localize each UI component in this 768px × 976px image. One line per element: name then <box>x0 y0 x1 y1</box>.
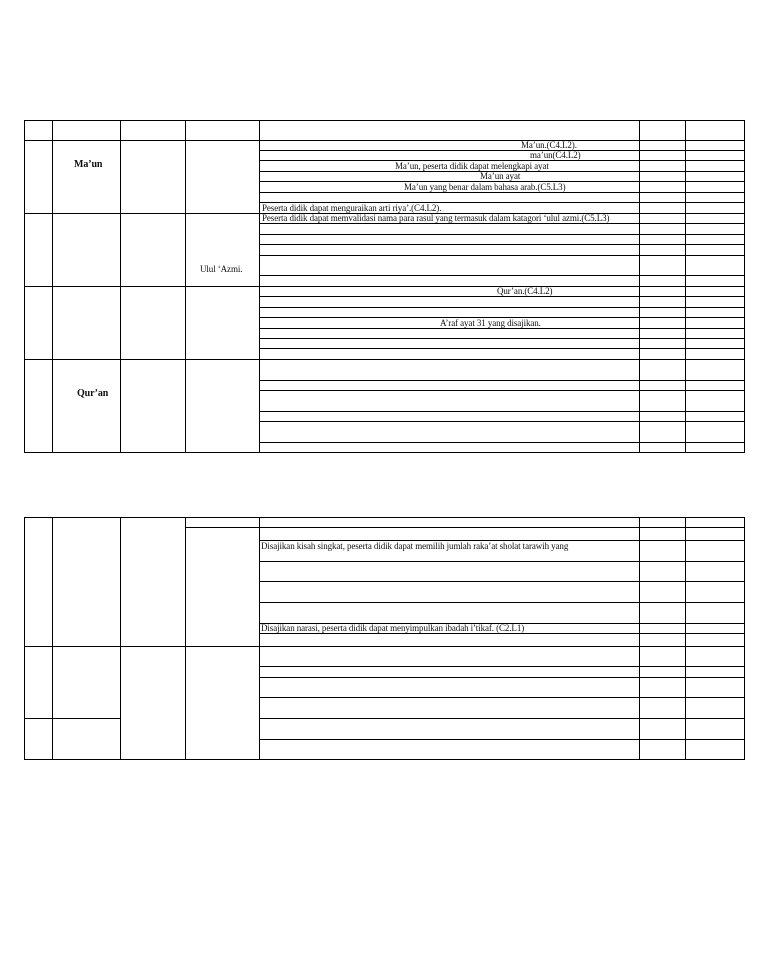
table-row-line <box>24 359 745 360</box>
indicator-text: Peserta didik dapat memvalidasi nama para rasul yang termasuk dalam katagori ‘ulul azmi.(C5.L3) <box>262 213 610 223</box>
table-border-bottom <box>24 759 745 760</box>
table-subrow-line <box>259 223 745 224</box>
table-subrow-line <box>259 421 745 422</box>
material-cell: Ulul ‘Azmi. <box>200 264 243 274</box>
table-row-line <box>24 140 745 141</box>
table-col-line <box>52 517 53 760</box>
table-subrow-line <box>259 234 745 235</box>
table-subrow-line <box>259 666 745 667</box>
table-subrow-line <box>259 192 745 193</box>
table-subrow-line <box>259 244 745 245</box>
table-subrow-line <box>259 150 745 151</box>
indicator-text: Ma’un, peserta didik dapat melengkapi ayat <box>395 161 549 171</box>
table-col-line <box>120 517 121 760</box>
table-subrow-line <box>259 328 745 329</box>
table-border-bottom <box>24 452 745 453</box>
table-border-top <box>24 120 745 121</box>
topic-cell: Ma’un <box>74 159 103 170</box>
table-col-line <box>185 517 186 760</box>
table-subrow-line <box>259 390 745 391</box>
indicator-text: Qur’an.(C4.L2) <box>497 286 553 296</box>
table-subrow-line <box>259 633 745 634</box>
table-subrow-line <box>259 307 745 308</box>
table-subrow-line <box>259 275 745 276</box>
table-subrow-line <box>259 581 745 582</box>
table-col-line <box>259 517 260 760</box>
indicator-text: ma’un(C4.L2) <box>530 150 581 160</box>
table-subrow-line <box>259 411 745 412</box>
table-subrow-line <box>259 739 745 740</box>
topic-cell: Qur’an <box>77 388 109 399</box>
table-col-line <box>685 517 686 760</box>
table-subrow-line <box>259 561 745 562</box>
table-subrow-line <box>259 380 745 381</box>
table-row-line <box>24 646 745 647</box>
table-row-line <box>185 527 745 528</box>
table-subrow-line <box>259 697 745 698</box>
indicator-text: Disajikan narasi, peserta didik dapat menyimpulkan ibadah i’tikaf. (C2.L1) <box>261 623 525 633</box>
table-col-line <box>639 517 640 760</box>
table-subrow-line <box>259 348 745 349</box>
table-col-line <box>24 517 25 760</box>
table-row-line <box>24 286 745 287</box>
table-border-top <box>24 517 745 518</box>
table-subrow-line <box>259 602 745 603</box>
indicator-text: A’raf ayat 31 yang disajikan. <box>440 318 541 328</box>
table-subrow-line <box>259 255 745 256</box>
table-subrow-line <box>259 718 745 719</box>
table-col-line <box>744 517 745 760</box>
indicator-text: Ma’un.(C4.L2). <box>521 140 577 150</box>
table-subrow-line <box>259 442 745 443</box>
table-subrow-line <box>259 677 745 678</box>
table-row-line <box>24 718 121 719</box>
table-subrow-line <box>259 296 745 297</box>
indicator-text: Disajikan kisah singkat, peserta didik dapat memilih jumlah raka’at sholat tarawih yang <box>261 541 569 551</box>
indicator-text: Peserta didik dapat menguraikan arti riya’.(C4.L2). <box>262 203 442 213</box>
table-subrow-line <box>259 338 745 339</box>
indicator-text: Ma’un ayat <box>480 171 521 181</box>
indicator-text: Ma’un yang benar dalam bahasa arab.(C5.L3) <box>404 182 566 192</box>
